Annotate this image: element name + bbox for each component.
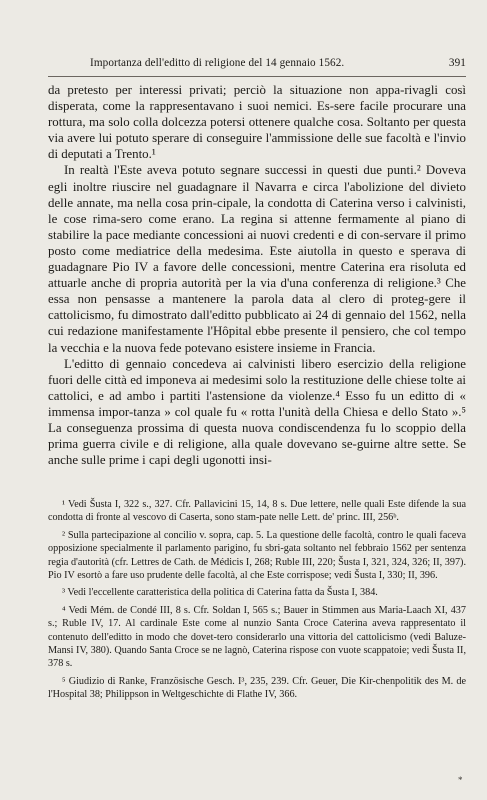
paragraph: L'editto di gennaio concedeva ai calvinisti libero esercizio della religione fuori delle città ed imponeva ai medesimi solo la restituzione delle chiese tolte ai cattolici, e ad ambo i partiti l'astensione da violenze.⁴ Esso fu un editto di « immensa impor-tanza » col quale fu « rotta l'unità della Chiesa e dello Stato ».⁵ La conseguenza prossima di questa nuova condiscendenza fu lo scoppio della prima guerra civile e di religione, alla quale dovevano se-guirne altre sette. Se anche sulle prime i capi degli ugonotti insi- xyxy=(48,356,466,468)
running-header xyxy=(48,57,466,73)
paragraph: da pretesto per interessi privati; perciò la situazione non appa-rivagli così disperata, come la rappresentavano i suoi nemici. Es-sere facile procurare una rottura, ma solo colla dolcezza potersi ottenere qualche cosa. Soltanto per questa via avere lui potuto sperare di conseguire l'ammissione delle sue facoltà e l'invio di deputati a Trento.¹ xyxy=(48,83,466,162)
paragraph: In realtà l'Este aveva potuto segnare successi in questi due punti.² Doveva egli inoltre riuscire nel guadagnare il Navarra e circa l'abolizione del divieto delle annate, ma nella cosa prin-cipale, la condotta di Caterina verso i calvinisti, le cose rima-sero come erano. La regina si attenne fermamente al piano di stabilire la pace mediante concessioni ai nuovi credenti e di con-servare il primo posto come mediatrice della medesima. Este aiutolla in questo e sperava di guadagnare Pio IV a favore delle concessioni, mentre Caterina era risoluta ed attuarle anche di propria autorità per la via d'una conferenza di religione.³ Che essa non pensasse a mantenere la parola data al clero di proteg-gere il cattolicismo, fu dimostrato dall'editto pubblicato ai 24 di gennaio del 1562, nella cui redazione manifestamente l'Hôpital ebbe presente il pensiero, che col tempo la vecchia e la nuova fede potevano esistere insieme in Francia. xyxy=(48,163,466,355)
footnotes xyxy=(48,498,466,702)
page-number: 391 xyxy=(448,57,466,69)
footnote: ² Sulla partecipazione al concilio v. sopra, cap. 5. La questione delle facoltà, contro le quali faceva opposizione specialmente il parlamento parigino, fu sbri-gata soltanto nel febbraio 1562 per sentenza regia d'autorità (cfr. Lettres de Cath. de Médicis I, 268; Ruble III, 220; Šusta I, 321, 324, 326; II, 397). Pio IV esortò a fare uso prudente delle facoltà, al che Este corrispose; vedi Šusta I, 330; II, 396. xyxy=(48,529,466,582)
footnote: ⁵ Giudizio di Ranke, Französische Gesch. I³, 235, 239. Cfr. Geuer, Die Kir-chenpolitik des M. de l'Hospital 38; Philippson in Weltgeschichte di Flathe IV, 366. xyxy=(48,675,466,701)
footnote: ³ Vedi l'eccellente caratteristica della politica di Caterina fatta da Šusta I, 384. xyxy=(62,587,378,599)
footnote: ⁴ Vedi Mém. de Condé III, 8 s. Cfr. Soldan I, 565 s.; Bauer in Stimmen aus Maria-Laach XI, 437 s.; Ruble IV, 17. Al cardinale Este come al nunzio Santa Croce Caterina aveva rappresentato il contenuto dell'editto in modo che dovet-tero considerarlo una vittoria del cattolicismo (vedi Baluze-Mansi IV, 380). Quando Santa Croce se ne lagnò, Caterina rispose con vuote scappatoie; vedi Šusta II, 378 s. xyxy=(48,604,466,670)
margin-mark: * xyxy=(458,775,463,785)
footnote: ¹ Vedi Šusta I, 322 s., 327. Cfr. Pallavicini 15, 14, 8 s. Due lettere, nelle quali Este difende la sua condotta di fronte al vescovo di Caserta, sono stam-pate nelle Lett. de' princ. III, 256ᵇ. xyxy=(48,499,466,524)
main-text xyxy=(48,82,466,468)
running-title: Importanza dell'editto di religione del 14 gennaio 1562. xyxy=(90,57,345,69)
header-rule xyxy=(48,76,466,77)
